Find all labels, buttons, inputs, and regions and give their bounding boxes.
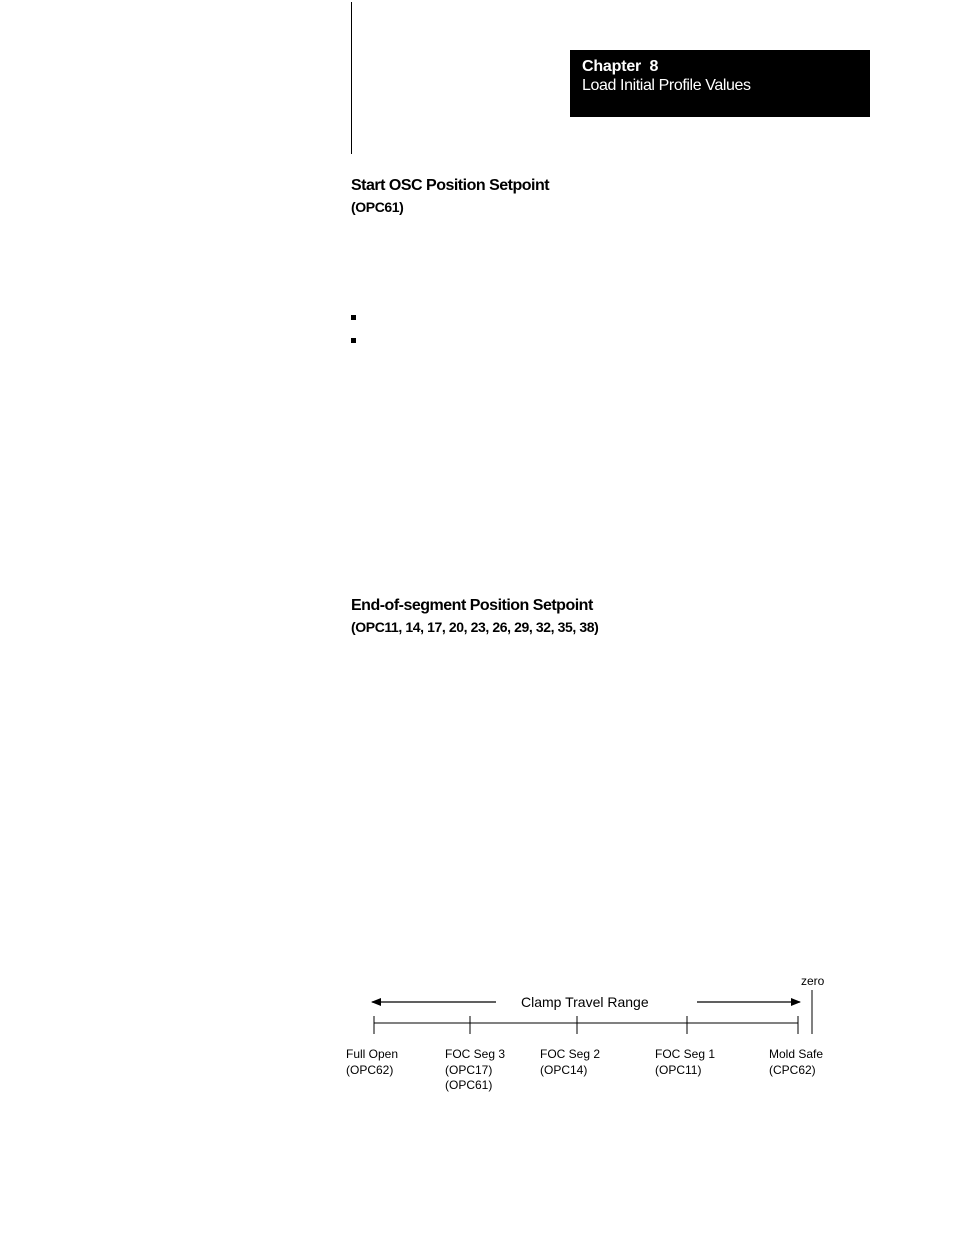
tick-code-full-open: (OPC62)	[346, 1063, 394, 1077]
tick-label-foc-seg-1: FOC Seg 1	[655, 1047, 716, 1061]
bullet-marker-2	[351, 338, 356, 343]
section-subtitle-end-of-segment: (OPC11, 14, 17, 20, 23, 26, 29, 32, 35, 38)	[351, 619, 599, 635]
bullet-marker-1	[351, 315, 356, 320]
tick-code-foc-seg-3-a: (OPC17)	[445, 1063, 493, 1077]
zero-label: zero	[801, 974, 825, 988]
tick-code-mold-safe: (CPC62)	[769, 1063, 816, 1077]
chapter-title: Load Initial Profile Values	[582, 77, 751, 94]
chapter-header	[570, 50, 870, 117]
section-subtitle-start-osc: (OPC61)	[351, 199, 404, 215]
tick-code-foc-seg-2: (OPC14)	[540, 1063, 588, 1077]
tick-label-foc-seg-3: FOC Seg 3	[445, 1047, 506, 1061]
margin-rule	[351, 2, 352, 154]
tick-label-full-open: Full Open	[346, 1047, 399, 1061]
section-title-end-of-segment: End-of-segment Position Setpoint	[351, 597, 593, 614]
section-title-start-osc: Start OSC Position Setpoint	[351, 177, 550, 194]
tick-label-mold-safe: Mold Safe	[769, 1047, 824, 1061]
chapter-label: Chapter 8	[582, 58, 659, 75]
clamp-travel-range-label: Clamp Travel Range	[521, 994, 649, 1010]
tick-code-foc-seg-1: (OPC11)	[655, 1063, 702, 1077]
tick-code-foc-seg-3-b: (OPC61)	[445, 1078, 493, 1092]
tick-label-foc-seg-2: FOC Seg 2	[540, 1047, 601, 1061]
